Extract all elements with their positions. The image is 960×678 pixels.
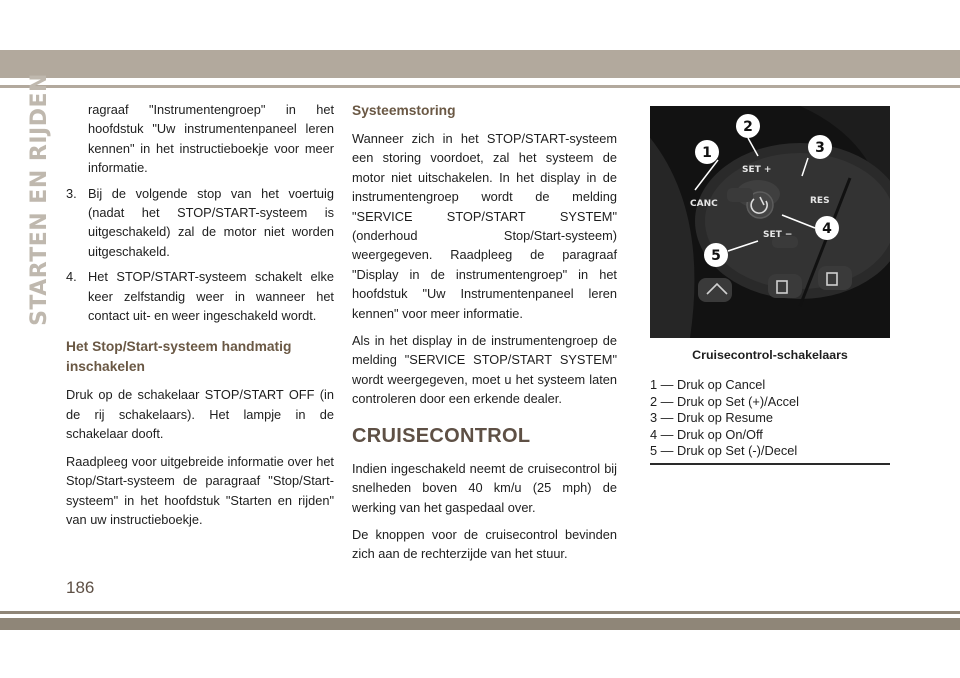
continued-paragraph: ragraaf "Instrumentengroep" in het hoofdstuk "Uw instrumentenpaneel leren kennen" in het instructieboekje voor meer informatie.	[88, 102, 334, 176]
footer-band	[0, 618, 960, 630]
legend-item: 5 — Druk op Set (-)/Decel	[650, 443, 798, 459]
section-heading-manual-enable: Het Stop/Start-systeem handmatig inschakelen	[66, 339, 292, 375]
legend-item: 3 — Druk op Resume	[650, 410, 774, 426]
label-canc: CANC	[690, 199, 718, 209]
label-set-minus: SET −	[763, 230, 793, 240]
callout-1: 1	[702, 145, 712, 161]
section-heading-system-fault: Systeemstoring	[352, 103, 456, 118]
step-text: Het STOP/START-systeem schakelt elke keer zelfstandig weer in wanneer het contact uit- en weer ingeschakeld wordt.	[88, 269, 334, 324]
paragraph: Raadpleeg voor uitgebreide informatie over het Stop/Start-systeem de paragraaf "Stop/Start-systeem" in het hoofdstuk "Starten en rijden" van uw instructieboekje.	[66, 453, 334, 527]
footer-rule	[0, 611, 960, 614]
callout-4: 4	[822, 221, 832, 237]
column-left	[66, 100, 334, 537]
legend-item: 4 — Druk op On/Off	[650, 426, 763, 442]
callout-3: 3	[815, 140, 825, 156]
step-item	[66, 267, 334, 325]
chapter-title: STARTEN EN RIJDEN	[26, 72, 52, 326]
paragraph: Druk op de schakelaar STOP/START OFF (in de rij schakelaars). Het lampje in de schakelaar dooft.	[66, 387, 334, 442]
cruise-control-photo	[650, 106, 890, 338]
page-number: 186	[66, 578, 95, 597]
column-middle	[352, 100, 617, 572]
steering-wheel-illustration	[650, 106, 890, 338]
figure-legend	[650, 377, 890, 465]
paragraph: Indien ingeschakeld neemt de cruisecontrol bij snelheden boven 40 km/u (25 mph) de werking van het gaspedaal over.	[352, 460, 617, 515]
section-title-cruisecontrol: CRUISECONTROL	[352, 424, 531, 447]
steps-list	[66, 184, 334, 326]
header-rule	[0, 85, 960, 88]
chapter-side-tab	[24, 72, 54, 326]
step-item	[66, 184, 334, 262]
legend-item: 1 — Druk op Cancel	[650, 377, 766, 393]
label-res: RES	[810, 196, 830, 206]
callout-2: 2	[743, 119, 753, 135]
callout-5: 5	[711, 248, 721, 264]
header-band	[0, 50, 960, 78]
label-set-plus: SET +	[742, 165, 772, 175]
paragraph: Wanneer zich in het STOP/START-systeem een storing voordoet, zal het systeem de motor niet uitschakelen. In het display in de instrumentengroep wordt de melding "SERVICE STOP/START SYSTEM" (onderhoud Stop/Start-systeem) weergegeven. Raadpleeg de paragraaf "Display in de instrumentengroep" in het hoofdstuk "Uw Instrumentenpaneel leren kennen" voor meer informatie.	[352, 131, 617, 321]
paragraph: De knoppen voor de cruisecontrol bevinden zich aan de rechterzijde van het stuur.	[352, 526, 617, 562]
legend-item: 2 — Druk op Set (+)/Accel	[650, 393, 799, 409]
step-text: Bij de volgende stop van het voertuig (nadat het STOP/START-systeem is uitgeschakeld) zal de motor niet worden uitgeschakeld.	[88, 185, 334, 259]
paragraph: Als in het display in de instrumentengroep de melding "SERVICE STOP/START SYSTEM" wordt weergegeven, moet u het systeem laten controleren door een erkende dealer.	[352, 333, 617, 407]
figure-caption: Cruisecontrol-schakelaars	[692, 348, 848, 362]
step-number: 3.	[66, 185, 77, 201]
column-right	[650, 100, 890, 465]
step-number: 4.	[66, 269, 77, 285]
